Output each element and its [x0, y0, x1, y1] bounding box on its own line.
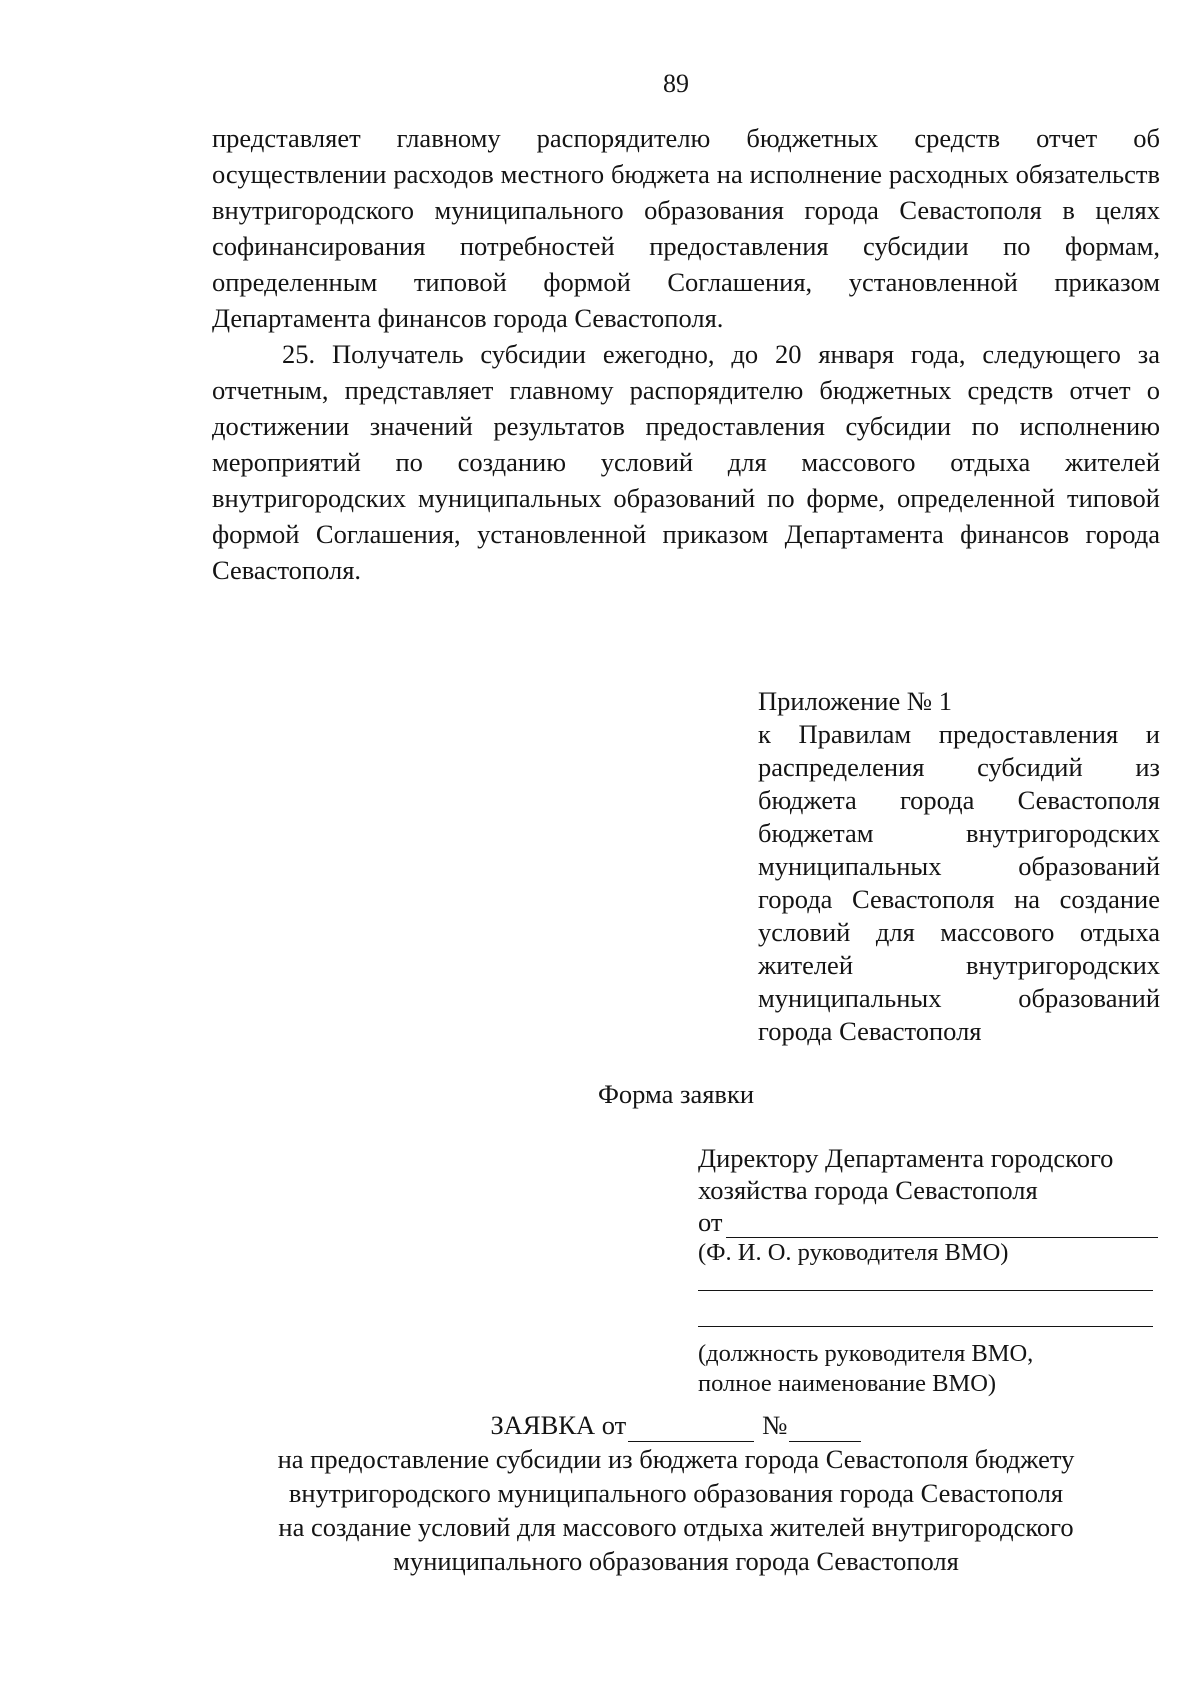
addressee-line-2: хозяйства города Севастополя — [698, 1175, 1038, 1205]
application-subject-line-2: внутригородского муниципального образования города Севастополя — [288, 1478, 1064, 1508]
addressee-block — [698, 1142, 1158, 1399]
appendix-block — [758, 685, 1160, 1048]
number-sign: № — [762, 1410, 788, 1440]
paragraph-item-25: 25. Получатель субсидии ежегодно, до 20 января года, следующего за отчетным, представляет главному распорядителю бюджетных средств отчет о достижении значений результатов предоставления субсидии по исполнению мероприятий по созданию условий для массового отдыха жителей внутригородских муниципальных образований по форме, определенной типовой формой Соглашения, установленной приказом Департамента финансов города Севастополя. — [212, 339, 1160, 585]
position-blank-line-1 — [698, 1290, 1153, 1291]
head-name-blank-line — [726, 1211, 1158, 1238]
application-title: ЗАЯВКА от — [490, 1410, 627, 1440]
main-text — [212, 120, 1160, 588]
head-name-caption: (Ф. И. О. руководителя ВМО) — [698, 1239, 1009, 1266]
application-title-row — [491, 1408, 862, 1442]
application-number-blank — [789, 1415, 861, 1442]
addressee-line-1: Директору Департамента городского — [698, 1143, 1114, 1173]
appendix-body: к Правилам предоставления и распределения субсидий из бюджета города Севастополя бюджетам внутригородских муниципальных образований города Севастополя на создание условий для массового отдыха жителей внутригородских муниципальных образований города Севастополя — [758, 719, 1160, 1046]
position-caption-line-1: (должность руководителя ВМО, — [698, 1340, 1034, 1367]
application-subject-line-4: муниципального образования города Севастополя — [393, 1546, 959, 1576]
application-heading — [0, 1408, 1200, 1578]
page-number: 89 — [663, 69, 689, 98]
application-subject — [0, 1442, 1200, 1578]
appendix-title: Приложение № 1 — [758, 686, 953, 716]
paragraph-continuation: представляет главному распорядителю бюджетных средств отчет об осуществлении расходов местного бюджета на исполнение расходных обязательств внутригородского муниципального образования города Севастополя в целях софинансирования потребностей предоставления субсидии по формам, определенным типовой формой Соглашения, установленной приказом Департамента финансов города Севастополя. — [212, 123, 1160, 333]
application-date-blank — [628, 1415, 754, 1442]
position-caption-line-2: полное наименование ВМО) — [698, 1370, 997, 1397]
application-subject-line-1: на предоставление субсидии из бюджета города Севастополя бюджету — [277, 1444, 1075, 1474]
application-subject-line-3: на создание условий для массового отдыха жителей внутригородского — [278, 1512, 1074, 1542]
position-blank-line-2 — [698, 1326, 1153, 1327]
form-title: Форма заявки — [598, 1079, 754, 1109]
from-row — [698, 1206, 1158, 1238]
from-label: от — [698, 1207, 723, 1237]
